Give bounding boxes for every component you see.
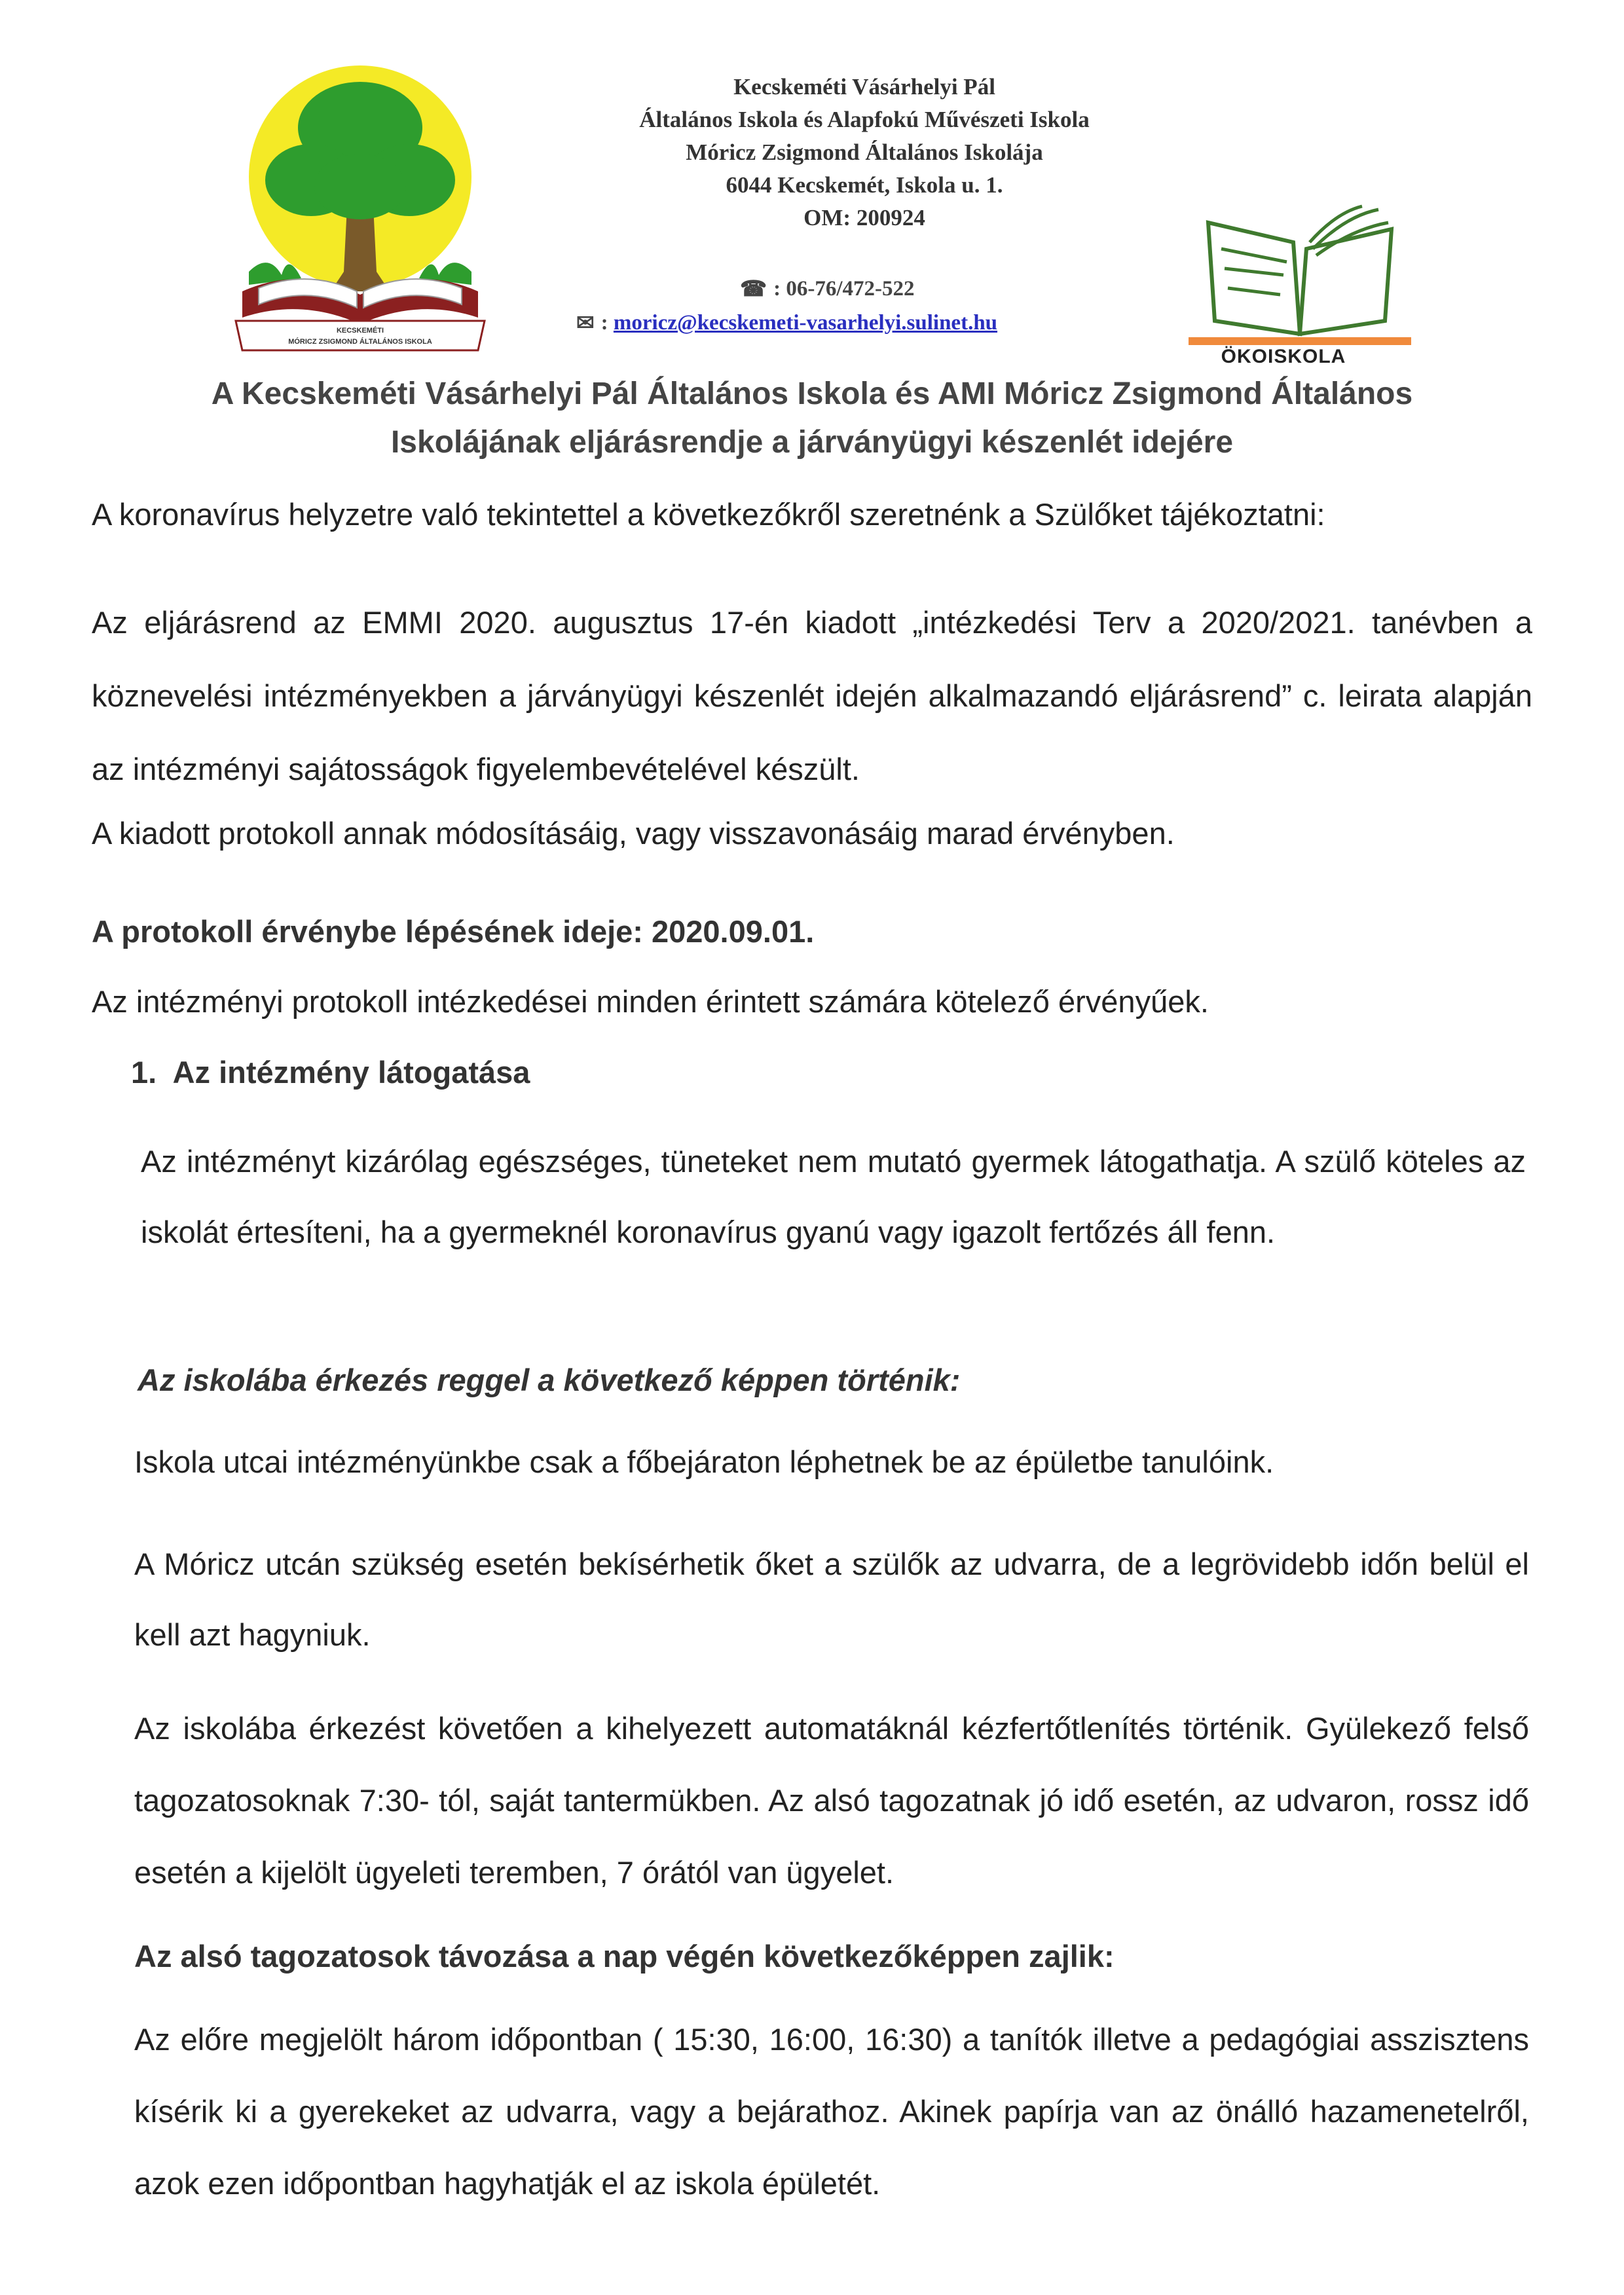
address-line: Móricz Zsigmond Általános Iskolája (686, 139, 1043, 165)
visit-paragraph: Az intézményt kizárólag egészséges, tüneteket nem mutató gyermek látogathatja. A szülő köteles az iskolát értesíteni, ha a gyermeknél koronavírus gyanú vagy igazolt fertőzés áll fenn. (141, 1144, 1526, 1249)
departure-paragraph: Az előre megjelölt három időpontban ( 15:30, 16:00, 16:30) a tanítók illetve a pedagógiai asszisztens kísérik ki a gyerekeket az udvarra, vagy a bejárathoz. Akinek papírja van az önálló hazamenetelről, azok ezen időpontban hagyhatják el az iskola épületét. (134, 2022, 1529, 2201)
email-prefix: : (600, 310, 608, 335)
school-address (537, 71, 1192, 234)
arrival-moricz-paragraph: A Móricz utcán szükség esetén bekísérhetik őket a szülők az udvarra, de a legrövidebb időn belül el kell azt hagyniuk. (134, 1547, 1529, 1652)
logo-text-line2: MÓRICZ ZSIGMOND ÁLTALÁNOS ISKOLA (288, 338, 432, 346)
section-number: 1. (131, 1055, 157, 1090)
phone-row (576, 272, 1166, 306)
arrival-main-paragraph: Iskola utcai intézményünkbe csak a főbejáraton léphetnek be az épületbe tanulóink. (134, 1444, 1274, 1479)
effective-date: A protokoll érvénybe lépésének ideje: 2020.09.01. (92, 914, 815, 949)
address-line: OM: 200924 (803, 205, 925, 230)
contact-block (576, 272, 1166, 340)
envelope-icon: ✉ (576, 312, 595, 335)
arrival-disinfect-paragraph: Az iskolába érkezést követően a kihelyezett automatáknál kézfertőtlenítés történik. Gyülekező felső tagozatosoknak 7:30- tól, saját tantermükben. Az alsó tagozatnak jó idő esetén, az udvaron, rossz idő esetén a kijelölt ügyeleti teremben, 7 órától van ügyelet. (134, 1711, 1529, 1890)
address-line: 6044 Kecskemét, Iskola u. 1. (726, 172, 1003, 198)
school-logo (223, 56, 498, 357)
section-1-heading (131, 1054, 1506, 1090)
binding-paragraph: Az intézményi protokoll intézkedései minden érintett számára kötelező érvényűek. (92, 984, 1209, 1019)
phone-number: : 06-76/472-522 (773, 276, 915, 301)
departure-heading: Az alsó tagozatosok távozása a nap végén következőképpen zajlik: (134, 1939, 1115, 1974)
email-link[interactable]: moricz@kecskemeti-vasarhelyi.sulinet.hu (613, 310, 998, 335)
title-line: A Kecskeméti Vásárhelyi Pál Általános Iskola és AMI Móricz Zsigmond Általános (211, 376, 1413, 411)
validity-paragraph: A kiadott protokoll annak módosításáig, vagy visszavonásáig marad érvényben. (92, 816, 1175, 851)
basis-paragraph: Az eljárásrend az EMMI 2020. augusztus 17-én kiadott „intézkedési Terv a 2020/2021. tanévben a köznevelési intézményekben a járványügyi készenlét idején alkalmazandó eljárásrend” c. leirata alapján az intézményi sajátosságok figyelembevételével készült. (92, 605, 1532, 786)
title-line: Iskolájának eljárásrendje a járványügyi készenlét idejére (390, 425, 1234, 460)
email-row (576, 306, 1166, 340)
section-title: Az intézmény látogatása (172, 1055, 530, 1090)
document-title (105, 370, 1519, 467)
arrival-heading: Az iskolába érkezés reggel a következő képpen történik: (138, 1363, 961, 1397)
intro-paragraph: A koronavírus helyzetre való tekintettel a következőkről szeretnénk a Szülőket tájékoztatni: (92, 497, 1325, 532)
address-line: Kecskeméti Vásárhelyi Pál (733, 74, 995, 100)
address-line: Általános Iskola és Alapfokú Művészeti Iskola (639, 107, 1090, 132)
logo-text-line1: KECSKEMÉTI (336, 327, 384, 335)
phone-icon: ☎ (740, 278, 767, 301)
eco-school-label: ÖKOISKOLA (1221, 346, 1346, 367)
